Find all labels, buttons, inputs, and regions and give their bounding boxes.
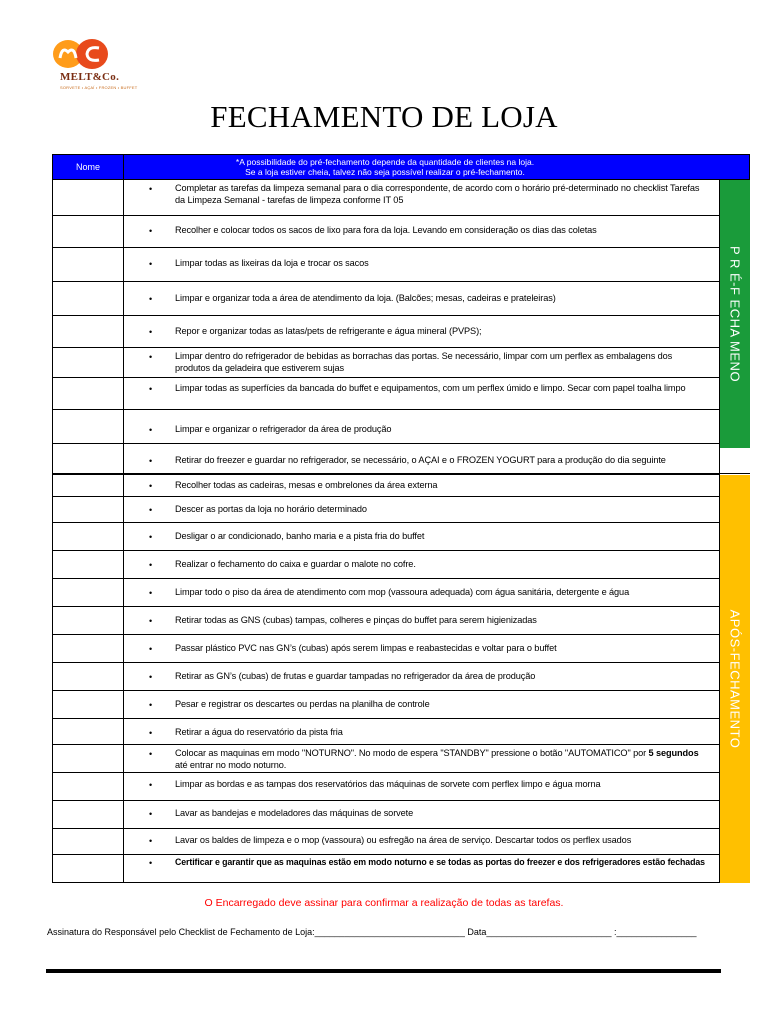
task-text: Pesar e registrar os descartes ou perdas na planilha de controle (175, 699, 430, 709)
table-row: • Retirar as GN’s (cubas) de frutas e guardar tampadas no refrigerador da área de produção (52, 663, 750, 691)
task-text-bold: 5 segundos (648, 748, 699, 758)
table-row: • Limpar todas as lixeiras da loja e trocar os sacos (52, 248, 750, 282)
task-text-suffix: conforme IT 05 (343, 194, 404, 205)
section-band-post (720, 475, 750, 883)
table-row: • Passar plástico PVC nas GN’s (cubas) após serem limpas e reabastecidas e voltar para o buffet (52, 635, 750, 663)
table-row: • Repor e organizar todas as latas/pets de refrigerante e água mineral (PVPS); (52, 316, 750, 348)
nome-cell[interactable] (52, 551, 124, 578)
section-label-pre: P R É-F ECHA MENO (727, 245, 743, 383)
nome-cell[interactable] (52, 216, 124, 247)
table-row: • Retirar todas as GNS (cubas) tampas, colheres e pinças do buffet para serem higienizadas (52, 607, 750, 635)
nome-cell[interactable] (52, 607, 124, 634)
section-band-pre (720, 180, 750, 448)
task-text: Limpar todo o piso da área de atendimento com mop (vassoura adequada) com água sanitária, detergente e água (175, 587, 630, 597)
header-note (125, 157, 645, 177)
table-row: • Retirar do freezer e guardar no refrigerador, se necessário, o AÇAI e o FROZEN YOGURT para a produção do dia seguinte (52, 444, 750, 474)
nome-cell[interactable] (52, 444, 124, 473)
table-row: • Limpar e organizar o refrigerador da área de produção (52, 410, 750, 444)
task-text: Retirar do freezer e guardar no refrigerador, se necessário, o AÇAI e o FROZEN YOGURT para a produção do dia seguinte (175, 455, 666, 465)
table-row: • Certificar e garantir que as maquinas estão em modo noturno e se todas as portas do freezer e dos refrigeradores estão fechadas (52, 855, 750, 883)
table-row: • Pesar e registrar os descartes ou perdas na planilha de controle (52, 691, 750, 719)
nome-cell[interactable] (52, 745, 124, 772)
task-text: Limpar e organizar toda a área de atendimento da loja. (Balcões; mesas, cadeiras e prateleiras) (175, 293, 556, 303)
brand-logo (50, 38, 138, 98)
table-row: • Desligar o ar condicionado, banho maria e a pista fria do buffet (52, 523, 750, 551)
table-row: • Descer as portas da loja no horário determinado (52, 497, 750, 523)
melt-logo-icon (52, 38, 112, 70)
task-text: Limpar as bordas e as tampas dos reservatórios das máquinas de sorvete com perflex limpo e água morna (175, 779, 601, 789)
nome-cell[interactable] (52, 248, 124, 281)
footer-notice: O Encarregado deve assinar para confirmar a realização de todas as tarefas. (204, 897, 564, 909)
nome-cell[interactable] (52, 475, 124, 496)
task-text: Realizar o fechamento do caixa e guardar o malote no cofre. (175, 559, 416, 569)
nome-cell[interactable] (52, 635, 124, 662)
task-text: Descer as portas da loja no horário determinado (175, 504, 367, 514)
task-text: Retirar todas as GNS (cubas) tampas, colheres e pinças do buffet para serem higienizadas (175, 615, 537, 625)
table-row: • Limpar todo o piso da área de atendimento com mop (vassoura adequada) com água sanitária, detergente e água (52, 579, 750, 607)
task-text: Colocar as maquinas em modo "NOTURNO". No modo de espera "STANDBY" pressione o botão "AUTOMATICO" por (175, 748, 647, 758)
nome-cell[interactable] (52, 378, 124, 409)
brand-tagline: SORVETE • AÇAÍ • FROZEN • BUFFET (60, 85, 138, 90)
task-text: Recolher e colocar todos os sacos de lixo para fora da loja. Levando em consideração os dias das coletas (175, 225, 597, 235)
nome-cell[interactable] (52, 523, 124, 550)
task-text: Recolher todas as cadeiras, mesas e ombrelones da área externa (175, 480, 438, 490)
nome-cell[interactable] (52, 316, 124, 347)
task-text: Repor e organizar todas as latas/pets de refrigerante e água mineral (PVPS); (175, 326, 482, 336)
page-title: FECHAMENTO DE LOJA (210, 99, 558, 134)
table-row: • Realizar o fechamento do caixa e guardar o malote no cofre. (52, 551, 750, 579)
nome-cell[interactable] (52, 719, 124, 744)
nome-cell[interactable] (52, 282, 124, 315)
task-text: Retirar a água do reservatório da pista fria (175, 727, 343, 737)
task-text: Limpar dentro do refrigerador de bebidas as borrachas das portas. Se necessário, limpar com um perflex as embalagens dos produtos da geladeira que estiverem sujas (175, 351, 673, 373)
task-text: Retirar as GN’s (cubas) de frutas e guardar tampadas no refrigerador da área de produção (175, 671, 536, 681)
nome-cell[interactable] (52, 691, 124, 718)
table-row: • Lavar as bandejas e modeladores das máquinas de sorvete (52, 801, 750, 829)
nome-cell[interactable] (52, 663, 124, 690)
task-text: Passar plástico PVC nas GN’s (cubas) após serem limpas e reabastecidas e voltar para o buffet (175, 643, 557, 653)
task-text: Limpar todas as lixeiras da loja e trocar os sacos (175, 258, 369, 268)
task-text-tail: até entrar no modo noturno. (175, 759, 287, 770)
table-row: • Limpar todas as superfícies da bancada do buffet e equipamentos, com um perflex úmido e limpo. Secar com papel toalha limpo (52, 378, 750, 410)
nome-cell[interactable] (52, 410, 124, 443)
header-note-line1: *A possibilidade do pré-fechamento depende da quantidade de clientes na loja. (235, 157, 535, 167)
task-text: Limpar todas as superfícies da bancada do buffet e equipamentos, com um perflex úmido e limpo. Secar com papel toalha limpo (175, 383, 686, 393)
header-nome: Nome (53, 155, 124, 179)
nome-cell[interactable] (52, 579, 124, 606)
table-row: • Lavar os baldes de limpeza e o mop (vassoura) ou esfregão na área de serviço. Descartar todos os perflex usados (52, 829, 750, 855)
table-row: • Completar as tarefas da limpeza semanal para o dia correspondente, de acordo com o horário pré-determinado no checklist Tarefas da Limpeza Semanal - tarefas de limpeza conforme IT 05 (52, 180, 750, 216)
task-text: Lavar os baldes de limpeza e o mop (vassoura) ou esfregão na área de serviço. Descartar todos os perflex usados (175, 835, 632, 845)
nome-cell[interactable] (52, 348, 124, 377)
table-row: • Recolher todas as cadeiras, mesas e ombrelones da área externa (52, 475, 750, 497)
section-label-post: APÓS-FECHAMENTO (727, 609, 743, 749)
task-text: Desligar o ar condicionado, banho maria e a pista fria do buffet (175, 531, 425, 541)
signature-line[interactable]: Assinatura do Responsável pelo Checklist de Fechamento de Loja:______________________________ Data_________________________ :________________ (47, 927, 697, 937)
table-row: • Recolher e colocar todos os sacos de lixo para fora da loja. Levando em consideração os dias das coletas (52, 216, 750, 248)
bottom-rule (46, 969, 721, 973)
nome-cell[interactable] (52, 855, 124, 882)
task-text: Lavar as bandejas e modeladores das máquinas de sorvete (175, 808, 414, 818)
task-text: Completar as tarefas da limpeza semanal para o dia correspondente, de acordo com o horário pré-determinado no checklist Tarefas da Limpeza Semanal - tarefas de limpeza (175, 183, 700, 205)
nome-cell[interactable] (52, 801, 124, 828)
nome-cell[interactable] (52, 497, 124, 522)
header-note-line2: Se a loja estiver cheia, talvez não seja possível realizar o pré-fechamento. (245, 167, 525, 177)
table-row: • Limpar as bordas e as tampas dos reservatórios das máquinas de sorvete com perflex limpo e água morna (52, 773, 750, 801)
table-header (52, 154, 750, 180)
nome-cell[interactable] (52, 829, 124, 854)
table-row: • Colocar as maquinas em modo "NOTURNO". No modo de espera "STANDBY" pressione o botão "AUTOMATICO" por 5 segundos até entrar no modo noturno. (52, 745, 750, 773)
task-text: Limpar e organizar o refrigerador da área de produção (175, 424, 392, 434)
brand-name: MELT&Co. (60, 71, 120, 83)
nome-cell[interactable] (52, 180, 124, 215)
nome-cell[interactable] (52, 773, 124, 800)
table-row: • Limpar e organizar toda a área de atendimento da loja. (Balcões; mesas, cadeiras e prateleiras) (52, 282, 750, 316)
table-row: • Limpar dentro do refrigerador de bebidas as borrachas das portas. Se necessário, limpar com um perflex as embalagens dos produtos da geladeira que estiverem sujas (52, 348, 750, 378)
task-text: Certificar e garantir que as maquinas estão em modo noturno e se todas as portas do freezer e dos refrigeradores estão fechadas (175, 857, 705, 867)
table-row: • Retirar a água do reservatório da pista fria (52, 719, 750, 745)
